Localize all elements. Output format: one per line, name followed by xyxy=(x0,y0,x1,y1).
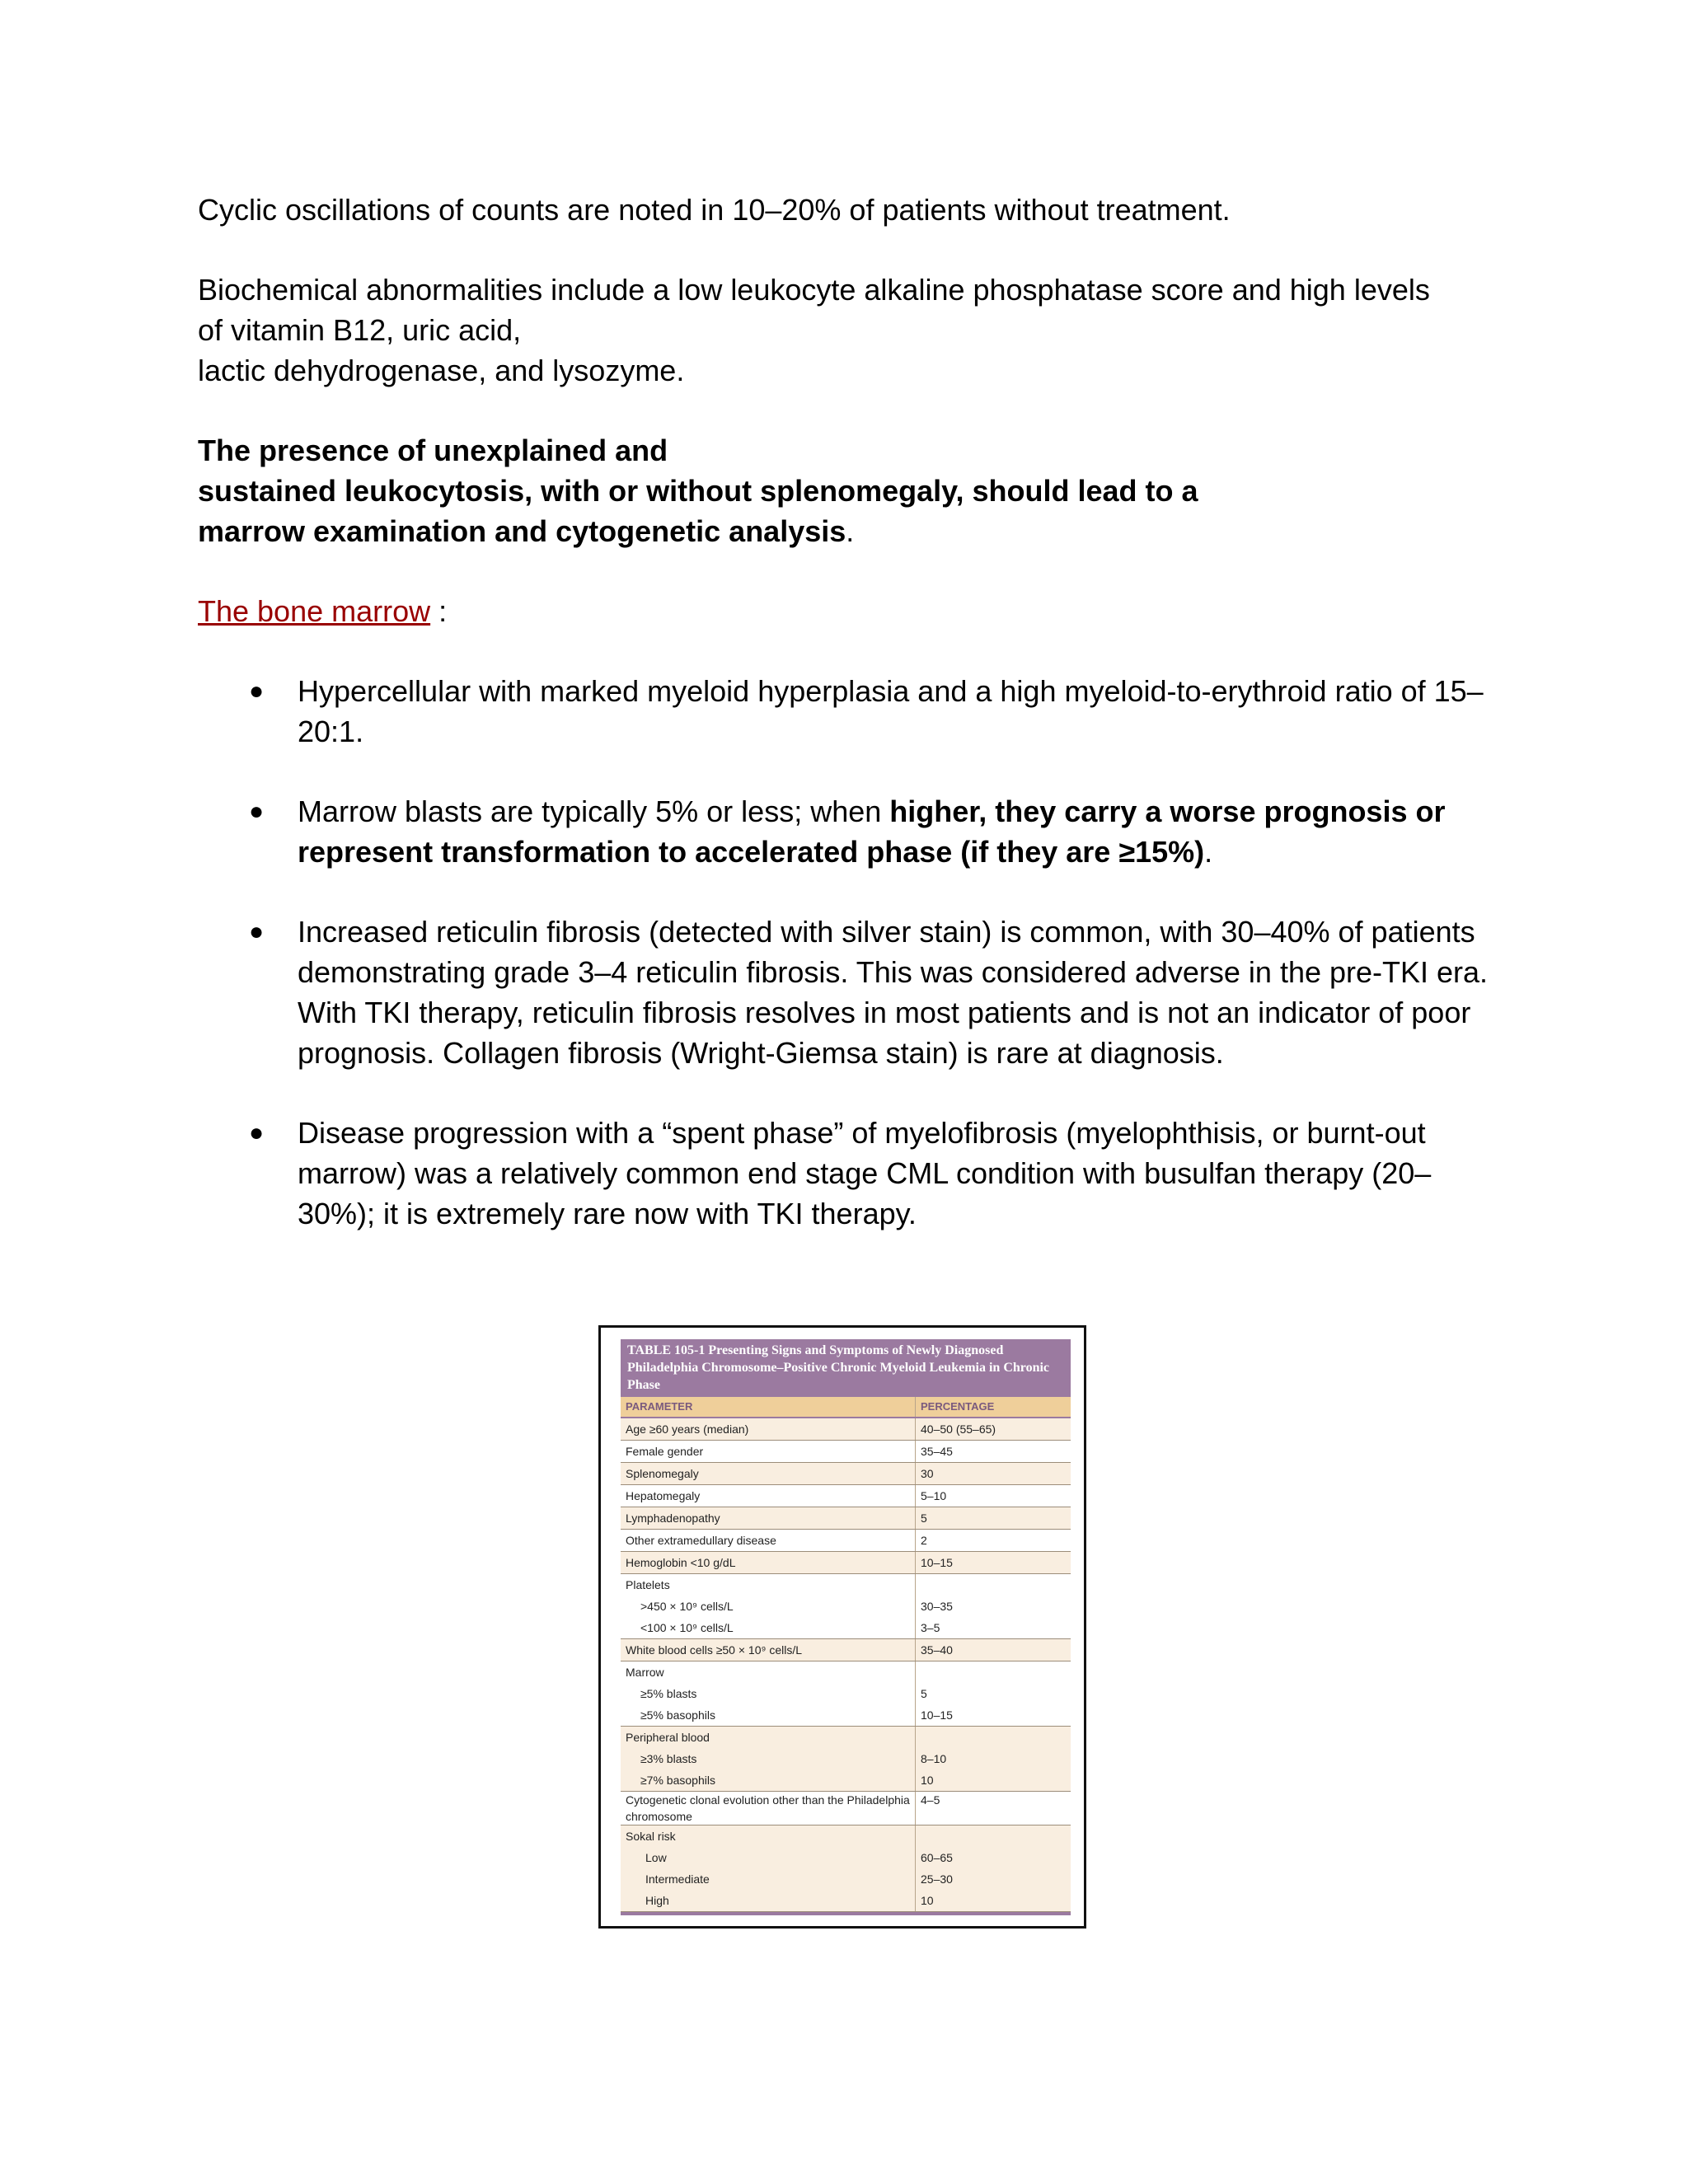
cell-percentage: 5 xyxy=(921,1687,927,1700)
cell-parameter: Hemoglobin <10 g/dL xyxy=(621,1552,916,1573)
leukocytosis-line-2: sustained leukocytosis, with or without splenomegaly, should lead to a xyxy=(198,474,1198,508)
bone-marrow-heading-colon: : xyxy=(430,594,448,628)
cell-parameter: Low xyxy=(621,1847,916,1868)
paragraph-oscillations: Cyclic oscillations of counts are noted in 10–20% of patients without treatment. xyxy=(198,193,1231,227)
cell-parameter: Platelets xyxy=(621,1574,916,1596)
bullet-text: Hypercellular with marked myeloid hyperplasia and a high myeloid-to-erythroid ratio of 15–20:1. xyxy=(298,674,1484,748)
cell-percentage: 8–10 xyxy=(921,1752,947,1765)
table-bottom-rule xyxy=(621,1912,1071,1915)
bone-marrow-list xyxy=(198,671,1500,1234)
signs-symptoms-table xyxy=(621,1339,1071,1915)
cell-parameter: Lymphadenopathy xyxy=(621,1507,916,1529)
cell-parameter: Other extramedullary disease xyxy=(621,1530,916,1551)
cell-parameter: ≥5% basophils xyxy=(621,1704,916,1726)
cell-parameter: Marrow xyxy=(621,1661,916,1683)
table-figure xyxy=(598,1325,1086,1929)
table-row xyxy=(621,1418,1071,1441)
biochemical-line-1: Biochemical abnormalities include a low leukocyte alkaline phosphatase score and high levels xyxy=(198,273,1430,307)
table-row xyxy=(621,1552,1071,1574)
cell-percentage: 10–15 xyxy=(921,1708,953,1722)
bone-marrow-heading xyxy=(198,591,1500,631)
cell-percentage: 25–30 xyxy=(921,1872,953,1886)
table-row xyxy=(621,1639,1071,1661)
cell-parameter: >450 × 10⁹ cells/L xyxy=(621,1596,916,1617)
cell-percentage: 5–10 xyxy=(921,1489,947,1502)
cell-parameter: Cytogenetic clonal evolution other than the Philadelphia chromosome xyxy=(621,1792,916,1825)
cell-percentage: 4–5 xyxy=(921,1793,940,1807)
bullet-text: Marrow blasts are typically 5% or less; when xyxy=(298,794,890,828)
cell-percentage: 3–5 xyxy=(921,1621,940,1634)
cell-parameter: ≥7% basophils xyxy=(621,1769,916,1791)
table-row xyxy=(621,1485,1071,1507)
cell-percentage: 35–45 xyxy=(921,1445,953,1458)
cell-parameter: Peripheral blood xyxy=(621,1727,916,1748)
table-row xyxy=(621,1792,1071,1825)
leukocytosis-period: . xyxy=(846,514,855,548)
cell-parameter: Sokal risk xyxy=(621,1825,916,1847)
cell-percentage: 35–40 xyxy=(921,1643,953,1657)
cell-parameter: Age ≥60 years (median) xyxy=(621,1418,916,1440)
bullet-icon: ● xyxy=(249,1119,265,1146)
cell-percentage: 10–15 xyxy=(921,1556,953,1569)
document-body xyxy=(198,190,1500,1273)
cell-parameter: Female gender xyxy=(621,1441,916,1462)
bullet-icon: ● xyxy=(249,918,265,945)
table-row xyxy=(621,1441,1071,1463)
bullet-text: Increased reticulin fibrosis (detected with silver stain) is common, with 30–40% of patients demonstrating grade 3–4 reticulin fibrosis. This was considered adverse in the pre-TKI era. With TKI therapy, reticulin fibrosis resolves in most patients and is not an indicator of poor prognosis. Collagen fibrosis (Wright-Giemsa stain) is rare at diagnosis. xyxy=(298,915,1489,1070)
cell-parameter: Hepatomegaly xyxy=(621,1485,916,1507)
cell-percentage: 40–50 (55–65) xyxy=(921,1422,996,1436)
list-item xyxy=(198,791,1500,872)
biochemical-line-2: of vitamin B12, uric acid, xyxy=(198,313,522,347)
table-row xyxy=(621,1463,1071,1485)
cell-parameter: White blood cells ≥50 × 10⁹ cells/L xyxy=(621,1639,916,1661)
cell-percentage: 5 xyxy=(921,1511,927,1525)
list-item xyxy=(198,671,1500,752)
biochemical-line-3: lactic dehydrogenase, and lysozyme. xyxy=(198,354,685,387)
cell-parameter: ≥3% blasts xyxy=(621,1748,916,1769)
paragraph-leukocytosis xyxy=(198,430,1500,551)
bullet-text-end: . xyxy=(1204,835,1213,869)
paragraph-biochemical xyxy=(198,269,1500,391)
list-item xyxy=(198,912,1500,1073)
table-row xyxy=(621,1530,1071,1552)
table-row xyxy=(621,1825,1071,1912)
cell-percentage: 30–35 xyxy=(921,1600,953,1613)
table-row xyxy=(621,1507,1071,1530)
leukocytosis-line-3: marrow examination and cytogenetic analysis xyxy=(198,514,846,548)
bullet-text: Disease progression with a “spent phase” of myelofibrosis (myelophthisis, or burnt-out marrow) was a relatively common end stage CML condition with busulfan therapy (20–30%); it is extremely rare now with TKI therapy. xyxy=(298,1116,1432,1230)
cell-parameter: Intermediate xyxy=(621,1868,916,1890)
cell-parameter: ≥5% blasts xyxy=(621,1683,916,1704)
table-row xyxy=(621,1727,1071,1792)
cell-percentage: 2 xyxy=(921,1534,927,1547)
cell-parameter: High xyxy=(621,1890,916,1911)
bullet-icon: ● xyxy=(249,677,265,705)
table-header xyxy=(621,1397,1071,1418)
table-row xyxy=(621,1661,1071,1727)
table-row xyxy=(621,1574,1071,1639)
cell-percentage: 60–65 xyxy=(921,1851,953,1864)
cell-percentage: 30 xyxy=(921,1467,934,1480)
header-parameter: PARAMETER xyxy=(621,1397,916,1417)
bone-marrow-link[interactable]: The bone marrow xyxy=(198,594,431,628)
list-item xyxy=(198,1113,1500,1234)
bullet-icon: ● xyxy=(249,798,265,825)
bullet-text-bold: higher, they carry a worse prognosis or represent transformation to accelerated phase (if they are ≥15%) xyxy=(298,794,1446,869)
table-title: TABLE 105-1 Presenting Signs and Symptoms of Newly Diagnosed Philadelphia Chromosome–Positive Chronic Myeloid Leukemia in Chronic Phase xyxy=(621,1339,1071,1397)
cell-percentage: 10 xyxy=(921,1774,934,1787)
cell-parameter: <100 × 10⁹ cells/L xyxy=(621,1617,916,1638)
cell-parameter: Splenomegaly xyxy=(621,1463,916,1484)
leukocytosis-line-1: The presence of unexplained and xyxy=(198,434,668,467)
header-percentage: PERCENTAGE xyxy=(921,1400,995,1413)
cell-percentage: 10 xyxy=(921,1894,934,1907)
